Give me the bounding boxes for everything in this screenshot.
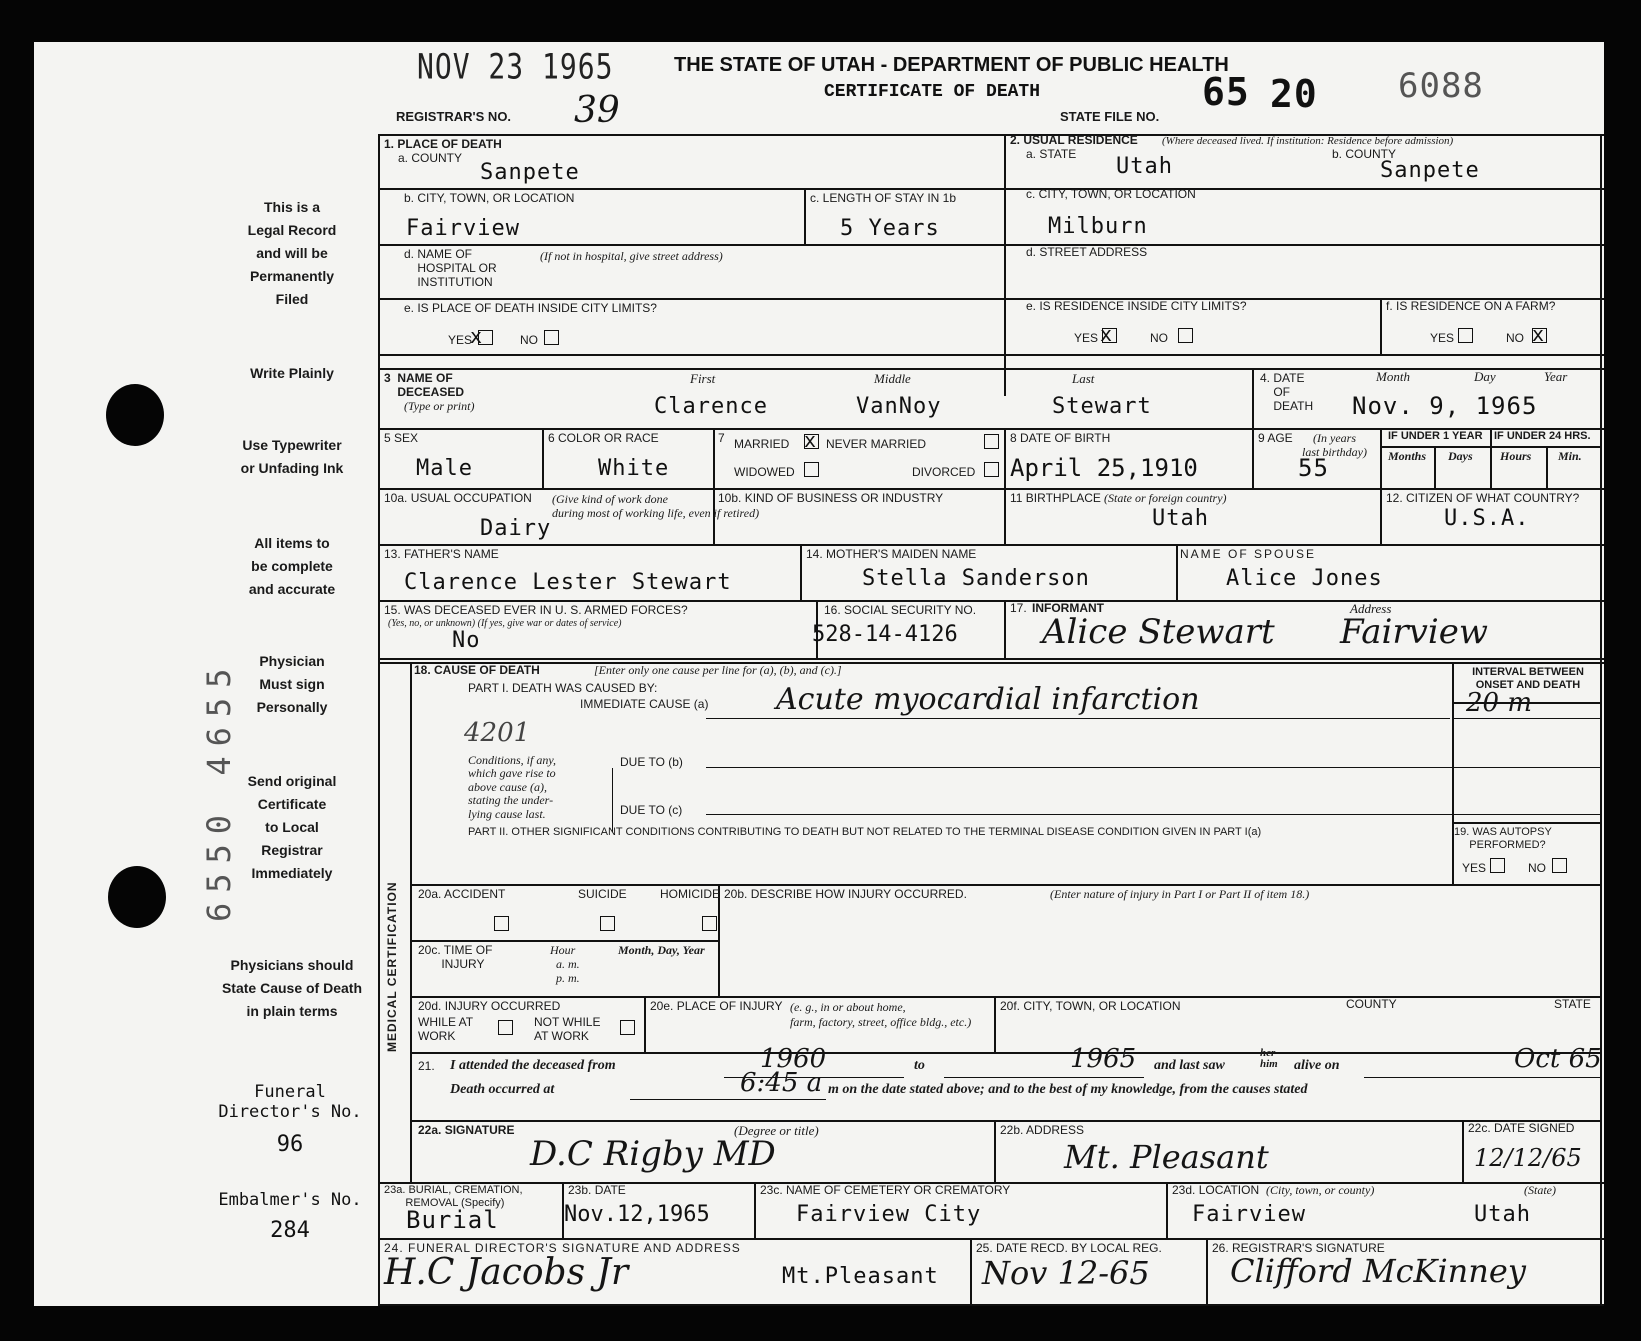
- label-accident: 20a. ACCIDENT: [418, 887, 506, 901]
- typewriter-note: Use Typewriter or Unfading Ink: [240, 437, 344, 477]
- embalmer-label: Embalmer's No.: [218, 1190, 362, 1210]
- label-informant: INFORMANT: [1032, 601, 1104, 615]
- label-armed-note: (Yes, no, or unknown) (If yes, give war or dates of service): [388, 618, 622, 629]
- label-length-of-stay: c. LENGTH OF STAY IN 1b: [810, 191, 957, 205]
- label-residence-note: (Where deceased lived. If institution: Residence before admission): [1162, 135, 1454, 147]
- value-last-name: Stewart: [1052, 394, 1152, 419]
- label-age: 9 AGE: [1258, 431, 1293, 445]
- mark-married: x: [804, 428, 818, 452]
- value-occupation: Dairy: [480, 516, 552, 541]
- label-conditions: Conditions, if any, which gave rise to above cause (a), stating the under- lying cause last.: [468, 753, 557, 821]
- value-disease-code: 4201: [464, 718, 531, 748]
- label-type-print: (Type or print): [404, 399, 475, 413]
- label-date-signed: 22c. DATE SIGNED: [1468, 1121, 1575, 1135]
- value-last-saw: Oct 65: [1514, 1044, 1602, 1074]
- label-no-2: NO: [1150, 331, 1168, 345]
- value-county: Sanpete: [480, 160, 580, 185]
- label-location-note: (City, town, or county): [1266, 1183, 1375, 1197]
- label-her-him: her him: [1260, 1047, 1278, 1070]
- label-while-at-work: WHILE AT WORK: [418, 1015, 474, 1043]
- value-funeral-director-signature: H.C Jacobs Jr: [384, 1252, 629, 1293]
- label-injury-how: 20b. DESCRIBE HOW INJURY OCCURRED.: [724, 887, 967, 901]
- state-file-year: 20: [1270, 72, 1318, 116]
- label-injury-how-note: (Enter nature of injury in Part I or Part II of item 18.): [1050, 887, 1310, 901]
- value-spouse: Alice Jones: [1226, 566, 1383, 591]
- label-usual-residence: 2. USUAL RESIDENCE: [1010, 133, 1138, 147]
- checkbox-suicide[interactable]: [600, 916, 615, 931]
- value-race: White: [598, 456, 670, 481]
- label-business: 10b. KIND OF BUSINESS OR INDUSTRY: [718, 491, 944, 505]
- label-location: 23d. LOCATION: [1172, 1183, 1260, 1197]
- certificate-title: CERTIFICATE OF DEATH: [824, 82, 1041, 102]
- value-dob: April 25,1910: [1010, 454, 1198, 482]
- label-married: MARRIED: [734, 437, 790, 451]
- label-autopsy-yes: YES: [1462, 861, 1487, 875]
- value-date-signed: 12/12/65: [1474, 1144, 1582, 1172]
- label-to: to: [914, 1058, 925, 1073]
- label-race: 6 COLOR OR RACE: [548, 431, 659, 445]
- label-county: a. COUNTY: [398, 151, 463, 165]
- label-birthplace: 11 BIRTHPLACE: [1010, 491, 1101, 505]
- label-signature: 22a. SIGNATURE: [418, 1123, 515, 1137]
- label-funeral-director-signature: 24. FUNERAL DIRECTOR'S SIGNATURE AND ADDRESS: [384, 1241, 741, 1255]
- registrar-number: 39: [574, 90, 620, 131]
- label-year: Year: [1544, 369, 1568, 384]
- value-physician-address: Mt. Pleasant: [1064, 1138, 1269, 1176]
- mark-death-city-yes: x: [470, 324, 484, 348]
- label-cemetery: 23c. NAME OF CEMETERY OR CREMATORY: [760, 1183, 1011, 1197]
- state-file-number: 6088: [1398, 66, 1484, 106]
- label-physician-address: 22b. ADDRESS: [1000, 1123, 1085, 1137]
- value-res-county: Sanpete: [1380, 158, 1480, 183]
- punch-hole-bottom: [108, 866, 166, 928]
- checkbox-farm-yes[interactable]: [1458, 328, 1473, 343]
- label-age-note: (In years last birthday): [1302, 431, 1367, 459]
- label-no-3: NO: [1506, 331, 1524, 345]
- label-occupation: 10a. USUAL OCCUPATION: [384, 491, 532, 505]
- value-location: Fairview: [1192, 1202, 1306, 1227]
- label-mother: 14. MOTHER'S MAIDEN NAME: [806, 547, 977, 561]
- label-autopsy-no: NO: [1528, 861, 1546, 875]
- label-item-21: 21.: [418, 1059, 435, 1073]
- value-father: Clarence Lester Stewart: [404, 570, 732, 595]
- label-street: d. STREET ADDRESS: [1026, 245, 1148, 259]
- label-place-of-injury: 20e. PLACE OF INJURY: [650, 999, 783, 1013]
- label-interval: INTERVAL BETWEEN ONSET AND DEATH: [1472, 666, 1584, 691]
- value-informant-address: Fairview: [1340, 612, 1488, 652]
- label-address: Address: [1350, 601, 1392, 616]
- value-date-of-death: Nov. 9, 1965: [1352, 392, 1538, 420]
- label-registrar-signature: 26. REGISTRAR'S SIGNATURE: [1212, 1241, 1385, 1255]
- label-divorced: DIVORCED: [912, 465, 976, 479]
- label-on-date: m on the date stated above; and to the best of my knowledge, from the causes stated: [828, 1082, 1308, 1097]
- label-hour: Hour a. m. p. m.: [550, 943, 580, 985]
- label-mdy: Month, Day, Year: [618, 943, 705, 957]
- value-res-city: Milburn: [1048, 214, 1148, 239]
- medical-certification-label: MEDICAL CERTIFICATION: [385, 881, 399, 1052]
- label-res-inside-city: e. IS RESIDENCE INSIDE CITY LIMITS?: [1026, 299, 1247, 313]
- vertical-serial: 6550 4655: [200, 658, 238, 922]
- state-file-label: STATE FILE NO.: [1060, 109, 1160, 124]
- value-res-state: Utah: [1116, 154, 1173, 179]
- funeral-director-number: 96: [276, 1132, 304, 1157]
- label-inside-city: e. IS PLACE OF DEATH INSIDE CITY LIMITS?: [404, 301, 657, 315]
- label-res-state: a. STATE: [1026, 147, 1077, 161]
- label-first: First: [690, 371, 716, 386]
- label-armed-forces: 15. WAS DECEASED EVER IN U. S. ARMED FORCES?: [384, 603, 688, 617]
- label-cause-note: [Enter only one cause per line for (a), (b), and (c).]: [594, 663, 842, 677]
- label-death-occurred: Death occurred at: [450, 1082, 555, 1097]
- registrar-label: REGISTRAR'S NO.: [396, 109, 512, 124]
- label-time-of-injury: 20c. TIME OF INJURY: [418, 943, 493, 971]
- label-never-married: NEVER MARRIED: [826, 437, 927, 451]
- value-mother: Stella Sanderson: [862, 566, 1090, 591]
- label-farm: f. IS RESIDENCE ON A FARM?: [1386, 299, 1556, 313]
- label-not-while-at-work: NOT WHILE AT WORK: [534, 1015, 601, 1043]
- label-hospital: d. NAME OF HOSPITAL OR INSTITUTION: [404, 247, 497, 289]
- label-city: b. CITY, TOWN, OR LOCATION: [404, 191, 575, 205]
- mark-res-city-yes: x: [1100, 322, 1114, 346]
- checkbox-homicide[interactable]: [702, 916, 717, 931]
- label-father: 13. FATHER'S NAME: [384, 547, 499, 561]
- send-original-note: Send original Certificate to Local Registrar Immediately: [247, 773, 337, 882]
- label-place-of-injury-note: (e. g., in or about home, farm, factory, street, office bldg., etc.): [790, 1000, 972, 1029]
- value-cause: Acute myocardial infarction: [776, 682, 1200, 717]
- value-registrar-signature: Clifford McKinney: [1230, 1252, 1526, 1290]
- value-attended-from: 1960: [760, 1044, 827, 1074]
- value-funeral-director-address: Mt.Pleasant: [782, 1264, 939, 1289]
- value-location-state: Utah: [1474, 1202, 1531, 1227]
- value-informant: Alice Stewart: [1042, 612, 1275, 652]
- label-months: Months: [1388, 449, 1427, 463]
- received-stamp: NOV 23 1965: [417, 45, 614, 88]
- label-part-1: PART I. DEATH WAS CAUSED BY:: [468, 681, 658, 695]
- value-time-of-death: 6:45 a: [740, 1068, 823, 1098]
- label-min: Min.: [1558, 449, 1582, 463]
- label-due-to-b: DUE TO (b): [620, 755, 683, 769]
- label-injury-county: COUNTY: [1346, 997, 1397, 1011]
- label-middle: Middle: [874, 371, 911, 386]
- checkbox-not-while-at-work[interactable]: [620, 1020, 635, 1035]
- state-file-prefix: 65: [1202, 70, 1250, 114]
- label-burial: 23a. BURIAL, CREMATION, REMOVAL (Specify): [384, 1184, 523, 1209]
- label-attended: I attended the deceased from: [450, 1058, 616, 1073]
- value-cemetery: Fairview City: [796, 1202, 982, 1227]
- label-location-state: (State): [1524, 1183, 1556, 1197]
- label-citizen: 12. CITIZEN OF WHAT COUNTRY?: [1386, 491, 1580, 505]
- label-injury-occurred: 20d. INJURY OCCURRED: [418, 999, 561, 1013]
- checkbox-never-married[interactable]: [984, 434, 999, 449]
- label-month: Month: [1376, 369, 1410, 384]
- label-yes-1: YES: [448, 333, 473, 347]
- label-day: Day: [1474, 369, 1496, 384]
- checkbox-autopsy-no[interactable]: [1552, 858, 1567, 873]
- value-armed-forces: No: [452, 628, 481, 653]
- value-burial: Burial: [406, 1206, 499, 1234]
- label-name: 3 NAME OF DECEASED: [384, 371, 465, 399]
- label-hours: Hours: [1500, 449, 1532, 463]
- value-age: 55: [1298, 454, 1329, 482]
- label-suicide: SUICIDE: [578, 887, 627, 901]
- label-alive-on: alive on: [1294, 1058, 1340, 1073]
- label-no-1: NO: [520, 333, 538, 347]
- state-title: THE STATE OF UTAH - DEPARTMENT OF PUBLIC HEALTH: [674, 54, 1229, 76]
- label-yes-2: YES: [1074, 331, 1099, 345]
- label-degree: (Degree or title): [734, 1123, 819, 1138]
- value-length-of-stay: 5 Years: [840, 216, 940, 241]
- label-last: Last: [1072, 371, 1095, 386]
- value-city: Fairview: [406, 216, 520, 241]
- value-interval: 20 m: [1466, 688, 1533, 718]
- label-due-to-c: DUE TO (c): [620, 803, 683, 817]
- label-date-of-death: 4. DATE OF DEATH: [1260, 371, 1314, 413]
- label-birthplace-note: (State or foreign country): [1104, 491, 1227, 505]
- label-injury-city: 20f. CITY, TOWN, OR LOCATION: [1000, 999, 1181, 1013]
- value-physician-signature: D.C Rigby MD: [530, 1134, 776, 1174]
- complete-note: All items to be complete and accurate: [248, 535, 336, 598]
- label-autopsy: 19. WAS AUTOPSY PERFORMED?: [1454, 826, 1552, 851]
- label-sex: 5 SEX: [384, 431, 419, 445]
- label-widowed: WIDOWED: [734, 465, 795, 479]
- legal-record-note: This is a Legal Record and will be Permanently Filed: [247, 199, 337, 308]
- label-place-of-death: 1. PLACE OF DEATH: [384, 137, 502, 151]
- punch-hole-top: [106, 384, 164, 446]
- checkbox-accident[interactable]: [494, 916, 509, 931]
- label-days: Days: [1448, 449, 1473, 463]
- label-res-county: b. COUNTY: [1332, 147, 1397, 161]
- plain-terms-note: Physicians should State Cause of Death in plain terms: [221, 957, 363, 1020]
- physician-sign-note: Physician Must sign Personally: [256, 653, 328, 716]
- write-plainly-note: Write Plainly: [250, 365, 334, 381]
- value-middle-name: VanNoy: [856, 394, 942, 419]
- label-homicide: HOMICIDE: [660, 887, 720, 901]
- value-ssn: 528-14-4126: [812, 622, 958, 647]
- label-cause-of-death: 18. CAUSE OF DEATH: [414, 663, 540, 677]
- label-under-24-hrs: IF UNDER 24 HRS.: [1494, 430, 1591, 442]
- label-last-saw: and last saw: [1154, 1058, 1225, 1073]
- value-date-received: Nov 12-65: [982, 1254, 1150, 1292]
- funeral-director-label: Funeral Director's No.: [218, 1082, 362, 1123]
- label-marital: 7: [718, 431, 725, 445]
- label-occupation-note: (Give kind of work done during most of working life, even if retired): [552, 492, 760, 521]
- checkbox-divorced[interactable]: [984, 462, 999, 477]
- label-res-city: c. CITY, TOWN, OR LOCATION: [1026, 187, 1196, 201]
- value-birthplace: Utah: [1152, 506, 1209, 531]
- death-certificate: [34, 42, 1604, 1306]
- label-date-received: 25. DATE RECD. BY LOCAL REG.: [976, 1241, 1162, 1255]
- label-ssn: 16. SOCIAL SECURITY NO.: [824, 603, 977, 617]
- label-dob: 8 DATE OF BIRTH: [1010, 431, 1111, 445]
- checkbox-res-city-no[interactable]: [1178, 328, 1193, 343]
- label-hospital-note: (If not in hospital, give street address): [540, 249, 723, 263]
- value-sex: Male: [416, 456, 473, 481]
- value-burial-date: Nov.12,1965: [564, 1202, 710, 1227]
- label-part-2: PART II. OTHER SIGNIFICANT CONDITIONS CONTRIBUTING TO DEATH BUT NOT RELATED TO THE TERMINAL DISEASE CONDITION GIVEN IN PART I(a): [468, 826, 1262, 838]
- checkbox-while-at-work[interactable]: [498, 1020, 513, 1035]
- label-yes-3: YES: [1430, 331, 1455, 345]
- value-first-name: Clarence: [654, 394, 768, 419]
- label-spouse: NAME OF SPOUSE: [1180, 547, 1317, 561]
- checkbox-widowed[interactable]: [804, 462, 819, 477]
- mark-farm-no: x: [1532, 322, 1546, 346]
- checkbox-death-city-no[interactable]: [544, 330, 559, 345]
- value-attended-to: 1965: [1070, 1044, 1137, 1074]
- embalmer-number: 284: [270, 1218, 310, 1243]
- label-under-1-year: IF UNDER 1 YEAR: [1388, 430, 1483, 442]
- checkbox-autopsy-yes[interactable]: [1490, 858, 1505, 873]
- label-immediate-cause: IMMEDIATE CAUSE (a): [580, 697, 709, 711]
- label-burial-date: 23b. DATE: [568, 1183, 626, 1197]
- label-informant-number: 17.: [1010, 601, 1027, 615]
- label-injury-state: STATE: [1554, 997, 1591, 1011]
- value-citizen: U.S.A.: [1444, 506, 1530, 531]
